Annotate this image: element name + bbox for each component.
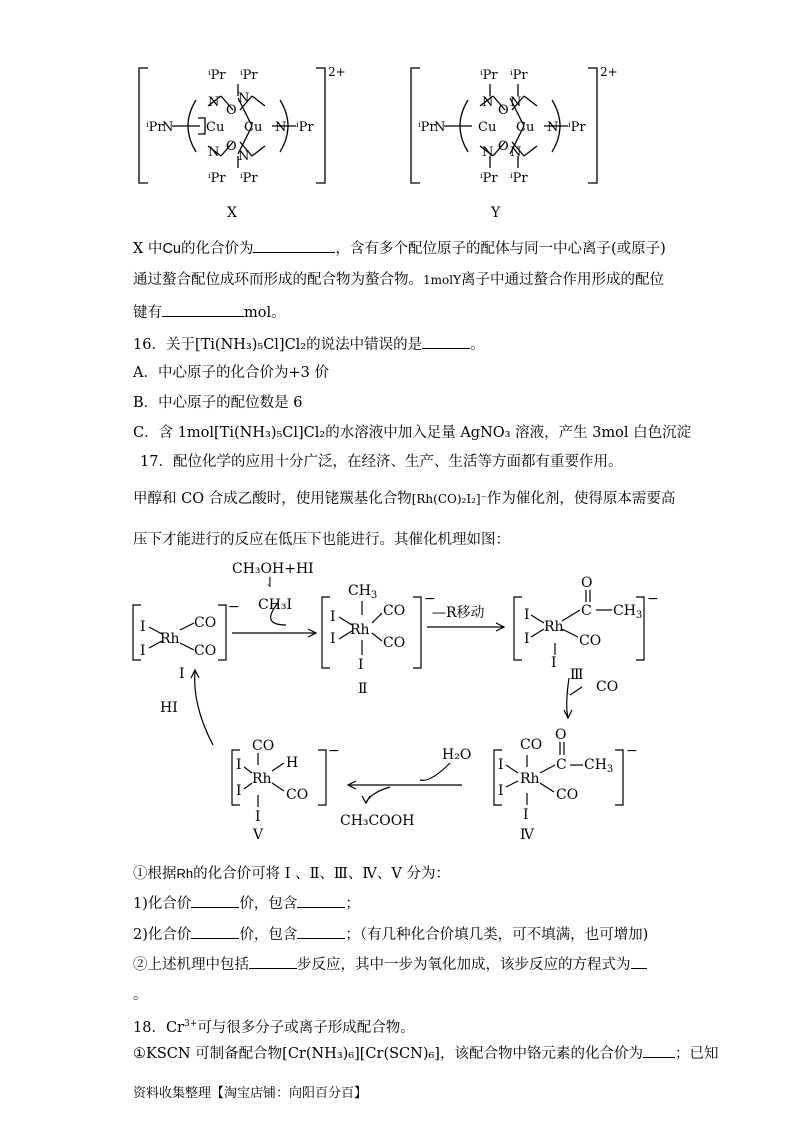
water-label: H₂O (442, 747, 472, 763)
ipr-label: ⁱPr (146, 120, 164, 135)
q16-option-a: A．中心原子的化合价为+3 价 (133, 365, 329, 381)
iodide-ligand: I (524, 631, 530, 647)
reagent-label: CH₃OH+HI (232, 561, 314, 577)
n-atom: N (547, 120, 559, 135)
q17-row-2: 2)化合价 价，包含 ；（有几种化合价填几类，可不填满，也可增加) (133, 924, 648, 945)
cu-atom: Cu (478, 120, 497, 135)
ipr-label: ⁱPr (296, 120, 314, 135)
n-atom: N (510, 95, 522, 110)
cu-atom: Cu (244, 120, 263, 135)
complex-label-4: Ⅳ (520, 827, 534, 843)
iodide-ligand: I (236, 783, 242, 799)
q16-option-c: C．含 1mol[Ti(NH₃)₅Cl]Cl₂的水溶液中加入足量 AgNO₃ 溶液，产生 3mol 白色沉淀 (133, 425, 692, 441)
q17-stem: 17．配位化学的应用十分广泛，在经济、生产、生活等方面都有重要作用。 (140, 454, 623, 470)
n-atom: N (208, 95, 220, 110)
answer-blank[interactable] (249, 954, 297, 969)
answer-blank[interactable] (191, 924, 239, 939)
n-atom: N (434, 120, 446, 135)
q16-stem: 16．关于[Ti(NH₃)₅Cl]Cl₂的说法中错误的是 。 (133, 334, 485, 355)
co-ligand: CO (286, 787, 309, 803)
methyl-ligand: $CH_3$ (348, 583, 378, 601)
iodide-ligand: I (523, 807, 529, 823)
ipr-label: ⁱPr (510, 68, 528, 83)
complex-label-3: Ⅲ (570, 667, 584, 683)
carbon-atom: C (581, 603, 592, 619)
charge-minus: − (228, 599, 240, 615)
q17-sub-1: ①根据Rh的化合价可将 Ⅰ 、Ⅱ、Ⅲ、Ⅳ、Ⅴ 分为： (133, 866, 450, 882)
ipr-label: ⁱPr (418, 120, 436, 135)
q18-stem: 18．$Cr^{3+}$可与很多分子或离子形成配合物。 (133, 1019, 415, 1036)
complex-label-2: Ⅱ (358, 681, 368, 697)
q17-para-2: 压下才能进行的反应在低压下也能进行。其催化机理如图： (133, 532, 510, 548)
ipr-label: ⁱPr (568, 120, 586, 135)
o-atom: O (498, 103, 509, 118)
o-atom: O (498, 139, 509, 154)
iodide-ligand: I (498, 783, 504, 799)
ipr-label: ⁱPr (208, 171, 226, 186)
answer-blank[interactable] (297, 924, 345, 939)
iodide-ligand: I (140, 619, 146, 635)
cu-atom: Cu (516, 120, 535, 135)
q17-para-1: 甲醇和 CO 合成乙酸时，使用铑羰基化合物[Rh(CO)₂I₂]⁻作为催化剂，使得原本需要高 (133, 491, 676, 507)
complex-label-1: Ⅰ (179, 666, 185, 682)
rh-center: Rh (520, 771, 540, 787)
co-ligand: CO (194, 615, 217, 631)
n-atom: N (482, 145, 494, 160)
hydride-ligand: H (286, 755, 299, 771)
q16-option-b: B．中心原子的配位数是 6 (133, 395, 303, 411)
iodide-ligand: I (551, 655, 557, 671)
catalytic-cycle-diagram (0, 555, 800, 855)
q15-line-3: 键有 mol。 (133, 302, 286, 323)
n-atom: N (482, 95, 494, 110)
q18-para-1: ①KSCN 可制备配合物[Cr(NH₃)₆][Cr(SCN)₆]，该配合物中铬元素的化合价为 ；已知 (133, 1043, 718, 1064)
charge-minus: − (424, 591, 436, 607)
charge-minus: − (328, 743, 340, 759)
n-atom: N (275, 120, 287, 135)
iodide-ligand: I (236, 757, 242, 773)
o-atom: O (226, 103, 237, 118)
ch3i-label: CH₃I (258, 597, 293, 613)
ipr-label: ⁱPr (480, 68, 498, 83)
rh-center: Rh (160, 631, 180, 647)
n-atom: N (238, 149, 250, 164)
co-ligand: CO (556, 787, 579, 803)
co-ligand: CO (579, 633, 602, 649)
charge-label: 2+ (328, 65, 346, 79)
ipr-label: ⁱPr (240, 171, 258, 186)
structure-y-label: Y (491, 205, 501, 221)
q15-line-2: 通过螯合配位成环而形成的配合物为螯合物。1molY离子中通过螯合作用形成的配位 (133, 272, 664, 288)
methyl-group: $CH_3$ (584, 757, 614, 775)
n-atom: N (238, 91, 250, 106)
chelate-structures (0, 0, 800, 230)
complex-label-5: Ⅴ (253, 827, 264, 843)
structure-x-label: X (227, 205, 237, 221)
oxygen-atom: O (581, 575, 593, 591)
iodide-ligand: I (358, 657, 364, 673)
iodide-ligand: I (140, 643, 146, 659)
answer-blank[interactable] (297, 893, 345, 908)
answer-blank[interactable] (162, 302, 244, 317)
co-reagent: CO (596, 679, 619, 695)
answer-blank[interactable] (422, 334, 470, 349)
ipr-label: ⁱPr (480, 171, 498, 186)
n-atom: N (208, 145, 220, 160)
co-ligand: CO (383, 635, 406, 651)
charge-minus: − (647, 591, 659, 607)
charge-label: 2+ (600, 65, 618, 79)
co-ligand: CO (252, 738, 275, 754)
cu-atom: Cu (206, 120, 225, 135)
ipr-label: ⁱPr (240, 68, 258, 83)
rh-center: Rh (350, 622, 370, 638)
ipr-label: ⁱPr (510, 171, 528, 186)
co-ligand: CO (520, 737, 543, 753)
r-migration-label: —R移动 (432, 605, 485, 621)
answer-blank[interactable] (643, 1043, 675, 1058)
q17-row-1: 1)化合价 价，包含 ； (133, 893, 360, 914)
n-atom: N (162, 120, 174, 135)
hi-label: HI (160, 700, 178, 716)
q17-sub-2: ②上述机理中包括 步反应，其中一步为氧化加成，该步反应的方程式为 (133, 954, 647, 975)
answer-blank[interactable] (191, 893, 239, 908)
answer-blank[interactable] (253, 238, 335, 253)
iodide-ligand: I (498, 757, 504, 773)
rh-center: Rh (252, 771, 272, 787)
iodide-ligand: I (524, 607, 530, 623)
q17-end-dot: 。 (133, 987, 148, 1003)
n-atom: N (510, 145, 522, 160)
charge-minus: − (626, 743, 638, 759)
o-atom: O (226, 139, 237, 154)
iodide-ligand: I (330, 631, 336, 647)
acetic-acid-label: CH₃COOH (340, 813, 415, 829)
co-ligand: CO (383, 603, 406, 619)
equilibrium-arrows: ⇃ (264, 575, 276, 591)
q15-line-1: X 中Cu的化合价为 ，含有多个配位原子的配体与同一中心离子(或原子) (133, 238, 666, 259)
carbon-atom: C (556, 757, 567, 773)
answer-blank[interactable] (631, 954, 647, 969)
co-ligand: CO (194, 643, 217, 659)
methyl-group: $CH_3$ (613, 603, 643, 621)
ipr-label: ⁱPr (208, 68, 226, 83)
iodide-ligand: I (330, 609, 336, 625)
iodide-ligand: I (255, 809, 261, 825)
page-footer: 资料收集整理【淘宝店铺：向阳百分百】 (133, 1086, 368, 1101)
oxygen-atom: O (555, 727, 567, 743)
rh-center: Rh (544, 619, 564, 635)
